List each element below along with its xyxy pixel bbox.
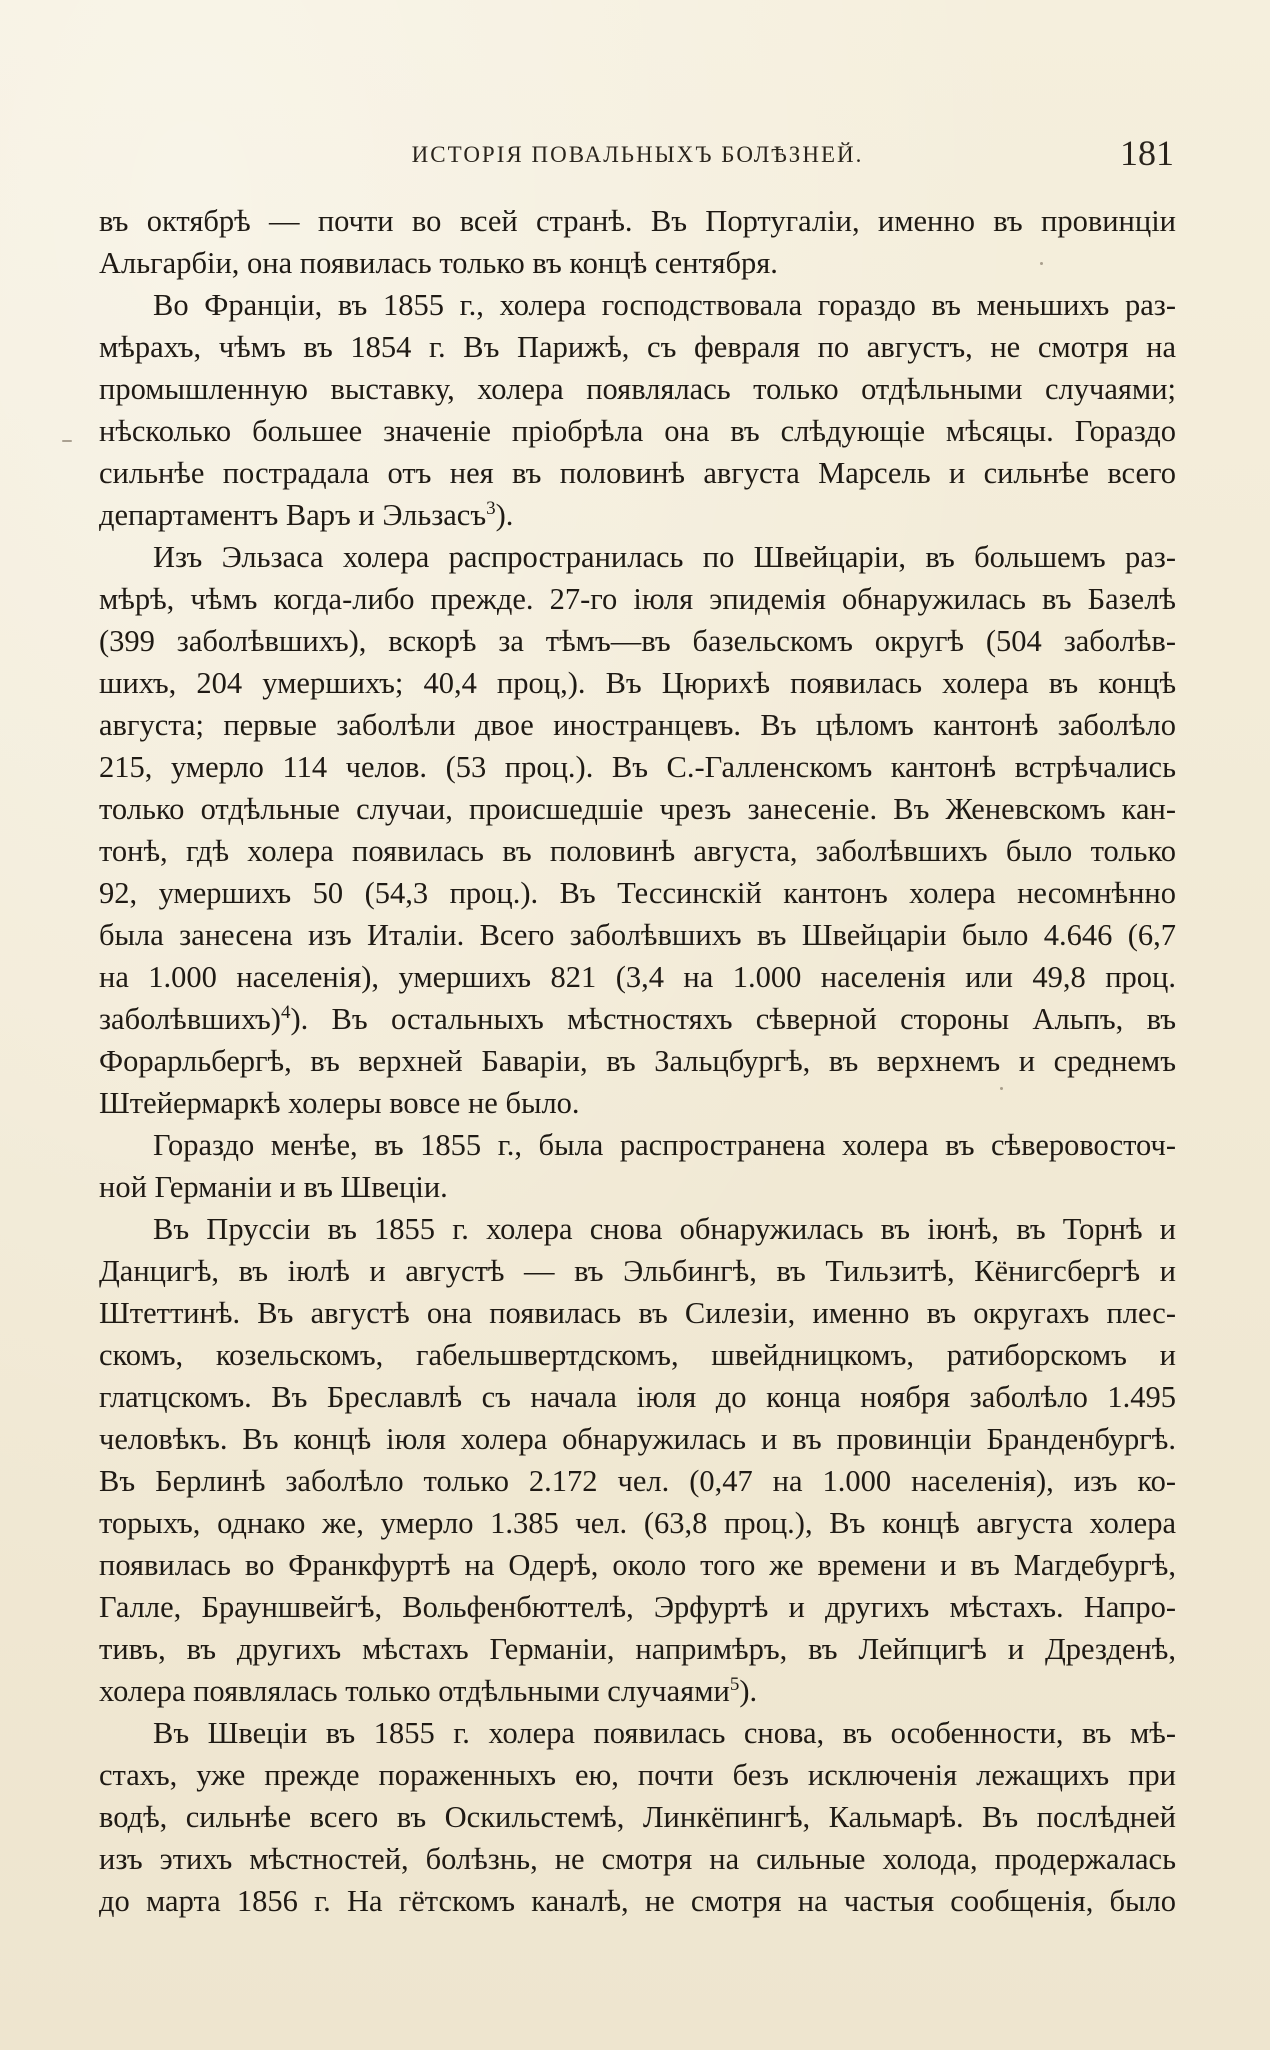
text-line xyxy=(99,1376,1176,1418)
text-line-content: мѣрахъ, чѣмъ въ 1854 г. Въ Парижѣ, съ февраля по августъ, не смотря на xyxy=(99,330,1176,364)
text-line xyxy=(99,872,1176,914)
text-line-content: въ октябрѣ — почти во всей странѣ. Въ Португаліи, именно въ провинціи xyxy=(99,204,1176,238)
text-line xyxy=(99,998,1176,1040)
footnote-reference: 5 xyxy=(729,1673,740,1695)
text-line xyxy=(99,1502,1176,1544)
text-line-content: сильнѣе пострадала отъ нея въ половинѣ августа Марсель и сильнѣе всего xyxy=(99,456,1176,490)
body-text xyxy=(99,200,1176,1922)
page-header xyxy=(95,133,1180,178)
text-line-content: Въ Пруссіи въ 1855 г. холера снова обнаружилась въ іюнѣ, въ Торнѣ и xyxy=(153,1212,1176,1246)
text-line-continuation: ). Въ остальныхъ мѣстностяхъ сѣверной стороны Альпъ, въ xyxy=(290,1002,1176,1036)
text-line-content: промышленную выставку, холера появлялась только отдѣльными случаями; xyxy=(99,372,1176,406)
text-line-content: водѣ, сильнѣе всего въ Оскильстемѣ, Линкёпингѣ, Кальмарѣ. Въ послѣдней xyxy=(99,1800,1176,1834)
text-line xyxy=(99,1418,1176,1460)
text-line-content: появилась во Франкфуртѣ на Одерѣ, около того же времени и въ Магдебургѣ, xyxy=(99,1548,1176,1582)
text-line xyxy=(99,1040,1176,1082)
text-line xyxy=(99,578,1176,620)
page-number: 181 xyxy=(1120,133,1174,173)
text-line xyxy=(99,1124,1176,1166)
text-line-continuation: ). xyxy=(495,498,514,532)
text-line xyxy=(99,1460,1176,1502)
text-line-content: департаментъ Варъ и Эльзасъ xyxy=(99,498,487,532)
text-line-content: Изъ Эльзаса холера распространилась по Швейцаріи, въ большемъ раз- xyxy=(153,540,1176,574)
print-speck xyxy=(1040,262,1043,265)
text-line-content: тонѣ, гдѣ холера появилась въ половинѣ августа, заболѣвшихъ было только xyxy=(99,834,1176,868)
text-line xyxy=(99,1838,1176,1880)
text-line xyxy=(99,284,1176,326)
text-line-content: 92, умершихъ 50 (54,3 проц.). Въ Тессинскій кантонъ холера несомнѣнно xyxy=(99,876,1176,910)
text-line xyxy=(99,914,1176,956)
text-line-content: стахъ, уже прежде пораженныхъ ею, почти безъ исключенія лежащихъ при xyxy=(99,1758,1176,1792)
text-line xyxy=(99,410,1176,452)
text-line-content: Гораздо менѣе, въ 1855 г., была распространена холера въ сѣверовосточ- xyxy=(153,1128,1176,1162)
text-line-content: человѣкъ. Въ концѣ іюля холера обнаружилась и въ провинціи Бранденбургѣ. xyxy=(99,1422,1176,1456)
text-line-continuation: ). xyxy=(739,1674,758,1708)
print-mark xyxy=(62,440,72,442)
text-line xyxy=(99,536,1176,578)
text-line-content: скомъ, козельскомъ, габельшвертдскомъ, швейдницкомъ, ратиборскомъ и xyxy=(99,1338,1176,1372)
text-line-content: была занесена изъ Италіи. Всего заболѣвшихъ въ Швейцаріи было 4.646 (6,7 xyxy=(99,918,1176,952)
text-line xyxy=(99,830,1176,872)
text-line xyxy=(99,746,1176,788)
text-line xyxy=(99,1208,1176,1250)
running-title: ИСТОРІЯ ПОВАЛЬНЫХЪ БОЛѢЗНЕЙ. xyxy=(411,142,864,167)
footnote-reference: 4 xyxy=(280,1001,291,1023)
text-line xyxy=(99,494,1176,536)
print-speck xyxy=(1000,1087,1003,1090)
text-line xyxy=(99,662,1176,704)
text-line xyxy=(99,1082,1176,1124)
footnote-reference: 3 xyxy=(486,497,496,519)
text-line xyxy=(99,956,1176,998)
text-line-content: глатцскомъ. Въ Бреславлѣ съ начала іюля до конца ноября заболѣло 1.495 xyxy=(99,1380,1176,1414)
text-line-content: только отдѣльные случаи, происшедшіе чрезъ занесеніе. Въ Женевскомъ кан- xyxy=(99,792,1176,826)
text-line-content: нѣсколько большее значеніе пріобрѣла она въ слѣдующіе мѣсяцы. Гораздо xyxy=(99,414,1176,448)
text-line-content: августа; первые заболѣли двое иностранцевъ. Въ цѣломъ кантонѣ заболѣло xyxy=(99,708,1176,742)
text-line xyxy=(99,1166,1176,1208)
text-line xyxy=(99,326,1176,368)
text-line-content: 215, умерло 114 челов. (53 проц.). Въ С.-Галленскомъ кантонѣ встрѣчались xyxy=(99,750,1176,784)
text-line xyxy=(99,1880,1176,1922)
text-line-content: Во Франціи, въ 1855 г., холера господствовала гораздо въ меньшихъ раз- xyxy=(153,288,1176,322)
text-line-content: до марта 1856 г. На гётскомъ каналѣ, не смотря на частыя сообщенія, было xyxy=(99,1884,1176,1918)
text-line-content: Въ Берлинѣ заболѣло только 2.172 чел. (0,47 на 1.000 населенія), изъ ко- xyxy=(99,1464,1176,1498)
text-line xyxy=(99,1628,1176,1670)
text-line-content: изъ этихъ мѣстностей, болѣзнь, не смотря на сильные холода, продержалась xyxy=(99,1842,1176,1876)
text-line-content: Форарльбергѣ, въ верхней Баваріи, въ Зальцбургѣ, въ верхнемъ и среднемъ xyxy=(99,1044,1176,1078)
text-line xyxy=(99,1544,1176,1586)
text-line xyxy=(99,452,1176,494)
text-line xyxy=(99,368,1176,410)
text-line xyxy=(99,1796,1176,1838)
text-line xyxy=(99,704,1176,746)
text-line-content: шихъ, 204 умершихъ; 40,4 проц,). Въ Цюрихѣ появилась холера въ концѣ xyxy=(99,666,1176,700)
text-line xyxy=(99,1712,1176,1754)
text-line xyxy=(99,1292,1176,1334)
text-line-content: на 1.000 населенія), умершихъ 821 (3,4 на 1.000 населенія или 49,8 проц. xyxy=(99,960,1176,994)
text-line-content: Штейермаркѣ холеры вовсе не было. xyxy=(99,1086,580,1120)
text-line xyxy=(99,1670,1176,1712)
text-line xyxy=(99,1334,1176,1376)
text-line-content: заболѣвшихъ) xyxy=(99,1002,281,1036)
text-line-content: тивъ, въ другихъ мѣстахъ Германіи, напримѣръ, въ Лейпцигѣ и Дрезденѣ, xyxy=(99,1632,1176,1666)
text-line xyxy=(99,1586,1176,1628)
text-line xyxy=(99,200,1176,242)
text-line-content: торыхъ, однако же, умерло 1.385 чел. (63,8 проц.), Въ концѣ августа холера xyxy=(99,1506,1176,1540)
text-line-content: (399 заболѣвшихъ), вскорѣ за тѣмъ—въ базельскомъ округѣ (504 заболѣв- xyxy=(99,624,1176,658)
text-line-content: холера появлялась только отдѣльными случаями xyxy=(99,1674,730,1708)
text-line xyxy=(99,788,1176,830)
text-line-content: мѣрѣ, чѣмъ когда-либо прежде. 27-го іюля эпидемія обнаружилась въ Базелѣ xyxy=(99,582,1176,616)
text-line xyxy=(99,1754,1176,1796)
text-line-content: Данцигѣ, въ іюлѣ и августѣ — въ Эльбингѣ, въ Тильзитѣ, Кёнигсбергѣ и xyxy=(99,1254,1176,1288)
text-line xyxy=(99,242,1176,284)
text-line-content: Въ Швеціи въ 1855 г. холера появилась снова, въ особенности, въ мѣ- xyxy=(153,1716,1176,1750)
text-line-content: Галле, Брауншвейгѣ, Вольфенбюттелѣ, Эрфуртѣ и другихъ мѣстахъ. Напро- xyxy=(99,1590,1176,1624)
text-line xyxy=(99,1250,1176,1292)
text-line-content: Штеттинѣ. Въ августѣ она появилась въ Силезіи, именно въ округахъ плес- xyxy=(99,1296,1176,1330)
text-line xyxy=(99,620,1176,662)
text-line-content: ной Германіи и въ Швеціи. xyxy=(99,1170,448,1204)
text-line-content: Альгарбіи, она появилась только въ концѣ сентября. xyxy=(99,246,778,280)
